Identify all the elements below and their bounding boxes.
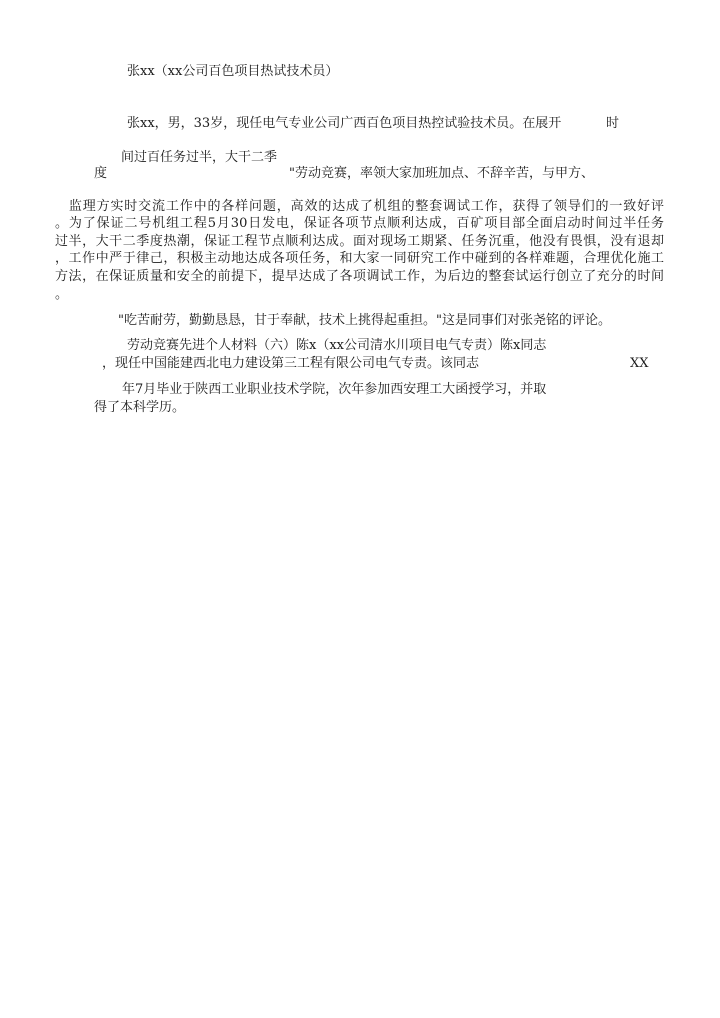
p3-line-a: 劳动竞赛先进个人材料（六）陈x（xx公司清水川项目电气专责）陈x同志	[127, 338, 547, 353]
p1-line-b: 时	[606, 116, 620, 131]
p2-line: 。为了保证二号机组工程5月30日发电，保证各项节点顺利达成，百矿项目部全面启动时间过半任务	[55, 216, 664, 231]
p1-line-d: 度	[94, 166, 108, 181]
p3-line-e: 得了本科学历。	[94, 400, 186, 415]
p2-line: 监理方实时交流工作中的各样问题，高效的达成了机组的整套调试工作，获得了领导们的一致好评	[55, 199, 664, 214]
p1-line-e: "劳动竞赛，率领大家加班加点、不辞辛苦，与甲方、	[289, 166, 594, 181]
p3-line-d: 年7月毕业于陕西工业职业技术学院，次年参加西安理工大函授学习，并取	[122, 382, 547, 397]
p1-line-a: 张xx，男，33岁，现任电气专业公司广西百色项目热控试验技术员。在展开	[127, 116, 562, 131]
doc-title: 张xx（xx公司百色项目热试技术员）	[127, 64, 339, 79]
p2-line: ，工作中严于律己，积极主动地达成各项任务，和大家一同研究工作中碰到的各样难题，合理优化施工	[55, 251, 664, 266]
p2-line: 方法，在保证质量和安全的前提下，提早达成了各项调试工作，为后边的整套试运行创立了充分的时间	[55, 269, 664, 284]
p2-line: 。	[55, 287, 69, 302]
p3-line-c: XX	[630, 356, 649, 371]
p2-line: 过半，大干二季度热潮，保证工程节点顺利达成。面对现场工期紧、任务沉重，他没有畏惧，没有退却	[55, 234, 664, 249]
p3-line-b: ，现任中国能建西北电力建设第三工程有限公司电气专责。该同志	[102, 356, 480, 371]
quote-line: "吃苦耐劳，勤勤恳恳，甘于奉献，技术上挑得起重担。"这是同事们对张尧铭的评论。	[118, 313, 611, 328]
p1-line-c: 间过百任务过半，大干二季	[121, 150, 278, 165]
